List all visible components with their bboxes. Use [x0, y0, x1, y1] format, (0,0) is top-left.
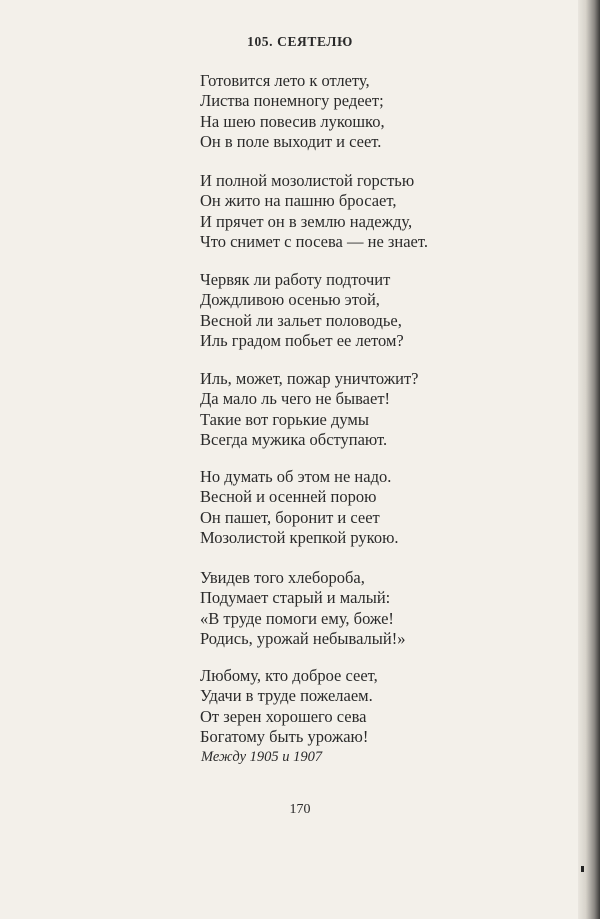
verse-line: Такие вот горькие думы	[200, 409, 369, 429]
verse-line: Увидев того хлебороба,	[200, 568, 365, 587]
verse-line: «В труде помоги ему, боже!	[200, 608, 394, 628]
verse-line: Удачи в труде пожелаем.	[200, 686, 373, 706]
verse-line: Но думать об этом не надо.	[200, 467, 392, 486]
verse-line: Родись, урожай небывалый!»	[200, 628, 406, 648]
stanza	[200, 467, 500, 548]
book-spine-shadow	[578, 0, 600, 919]
verse-line: Мозолистой крепкой рукою.	[200, 527, 399, 547]
verse-line: Он пашет, боронит и сеет	[200, 507, 380, 527]
verse-line: Иль, может, пожар уничтожит?	[200, 369, 419, 388]
verse-line: Любому, кто доброе сеет,	[200, 666, 378, 685]
verse-line: От зерен хорошего сева	[200, 706, 367, 726]
stanza	[200, 568, 500, 649]
verse-line: Всегда мужика обступают.	[200, 429, 388, 449]
spine-mark	[581, 866, 584, 872]
poem-title: 105. СЕЯТЕЛЮ	[247, 34, 353, 49]
verse-line: Готовится лето к отлету,	[200, 71, 370, 90]
verse-line: Что снимет с посева — не знает.	[200, 231, 428, 251]
verse-line: Он в поле выходит и сеет.	[200, 131, 382, 151]
verse-line: Дождливою осенью этой,	[200, 290, 380, 310]
verse-line: На шею повесив лукошко,	[200, 111, 385, 131]
verse-line: Богатому быть урожаю!	[200, 726, 369, 746]
verse-line: Подумает старый и малый:	[200, 588, 391, 608]
page-number: 170	[289, 802, 311, 817]
verse-line: Иль градом побьет ее летом?	[200, 330, 404, 350]
stanza	[200, 71, 500, 152]
verse-line: Он жито на пашню бросает,	[200, 191, 397, 211]
stanza	[200, 369, 500, 450]
stanza	[200, 270, 500, 351]
verse-line: И полной мозолистой горстью	[200, 171, 415, 190]
verse-line: Весной и осенней порою	[200, 487, 377, 507]
verse-line: И прячет он в землю надежду,	[200, 211, 413, 231]
stanza	[200, 171, 500, 252]
verse-line: Червяк ли работу подточит	[200, 270, 391, 289]
date-note: Между 1905 и 1907	[201, 749, 323, 765]
stanza	[200, 666, 500, 747]
verse-line: Листва понемногу редеет;	[200, 91, 384, 111]
verse-line: Да мало ль чего не бывает!	[200, 389, 391, 409]
verse-line: Весной ли зальет половодье,	[200, 310, 402, 330]
